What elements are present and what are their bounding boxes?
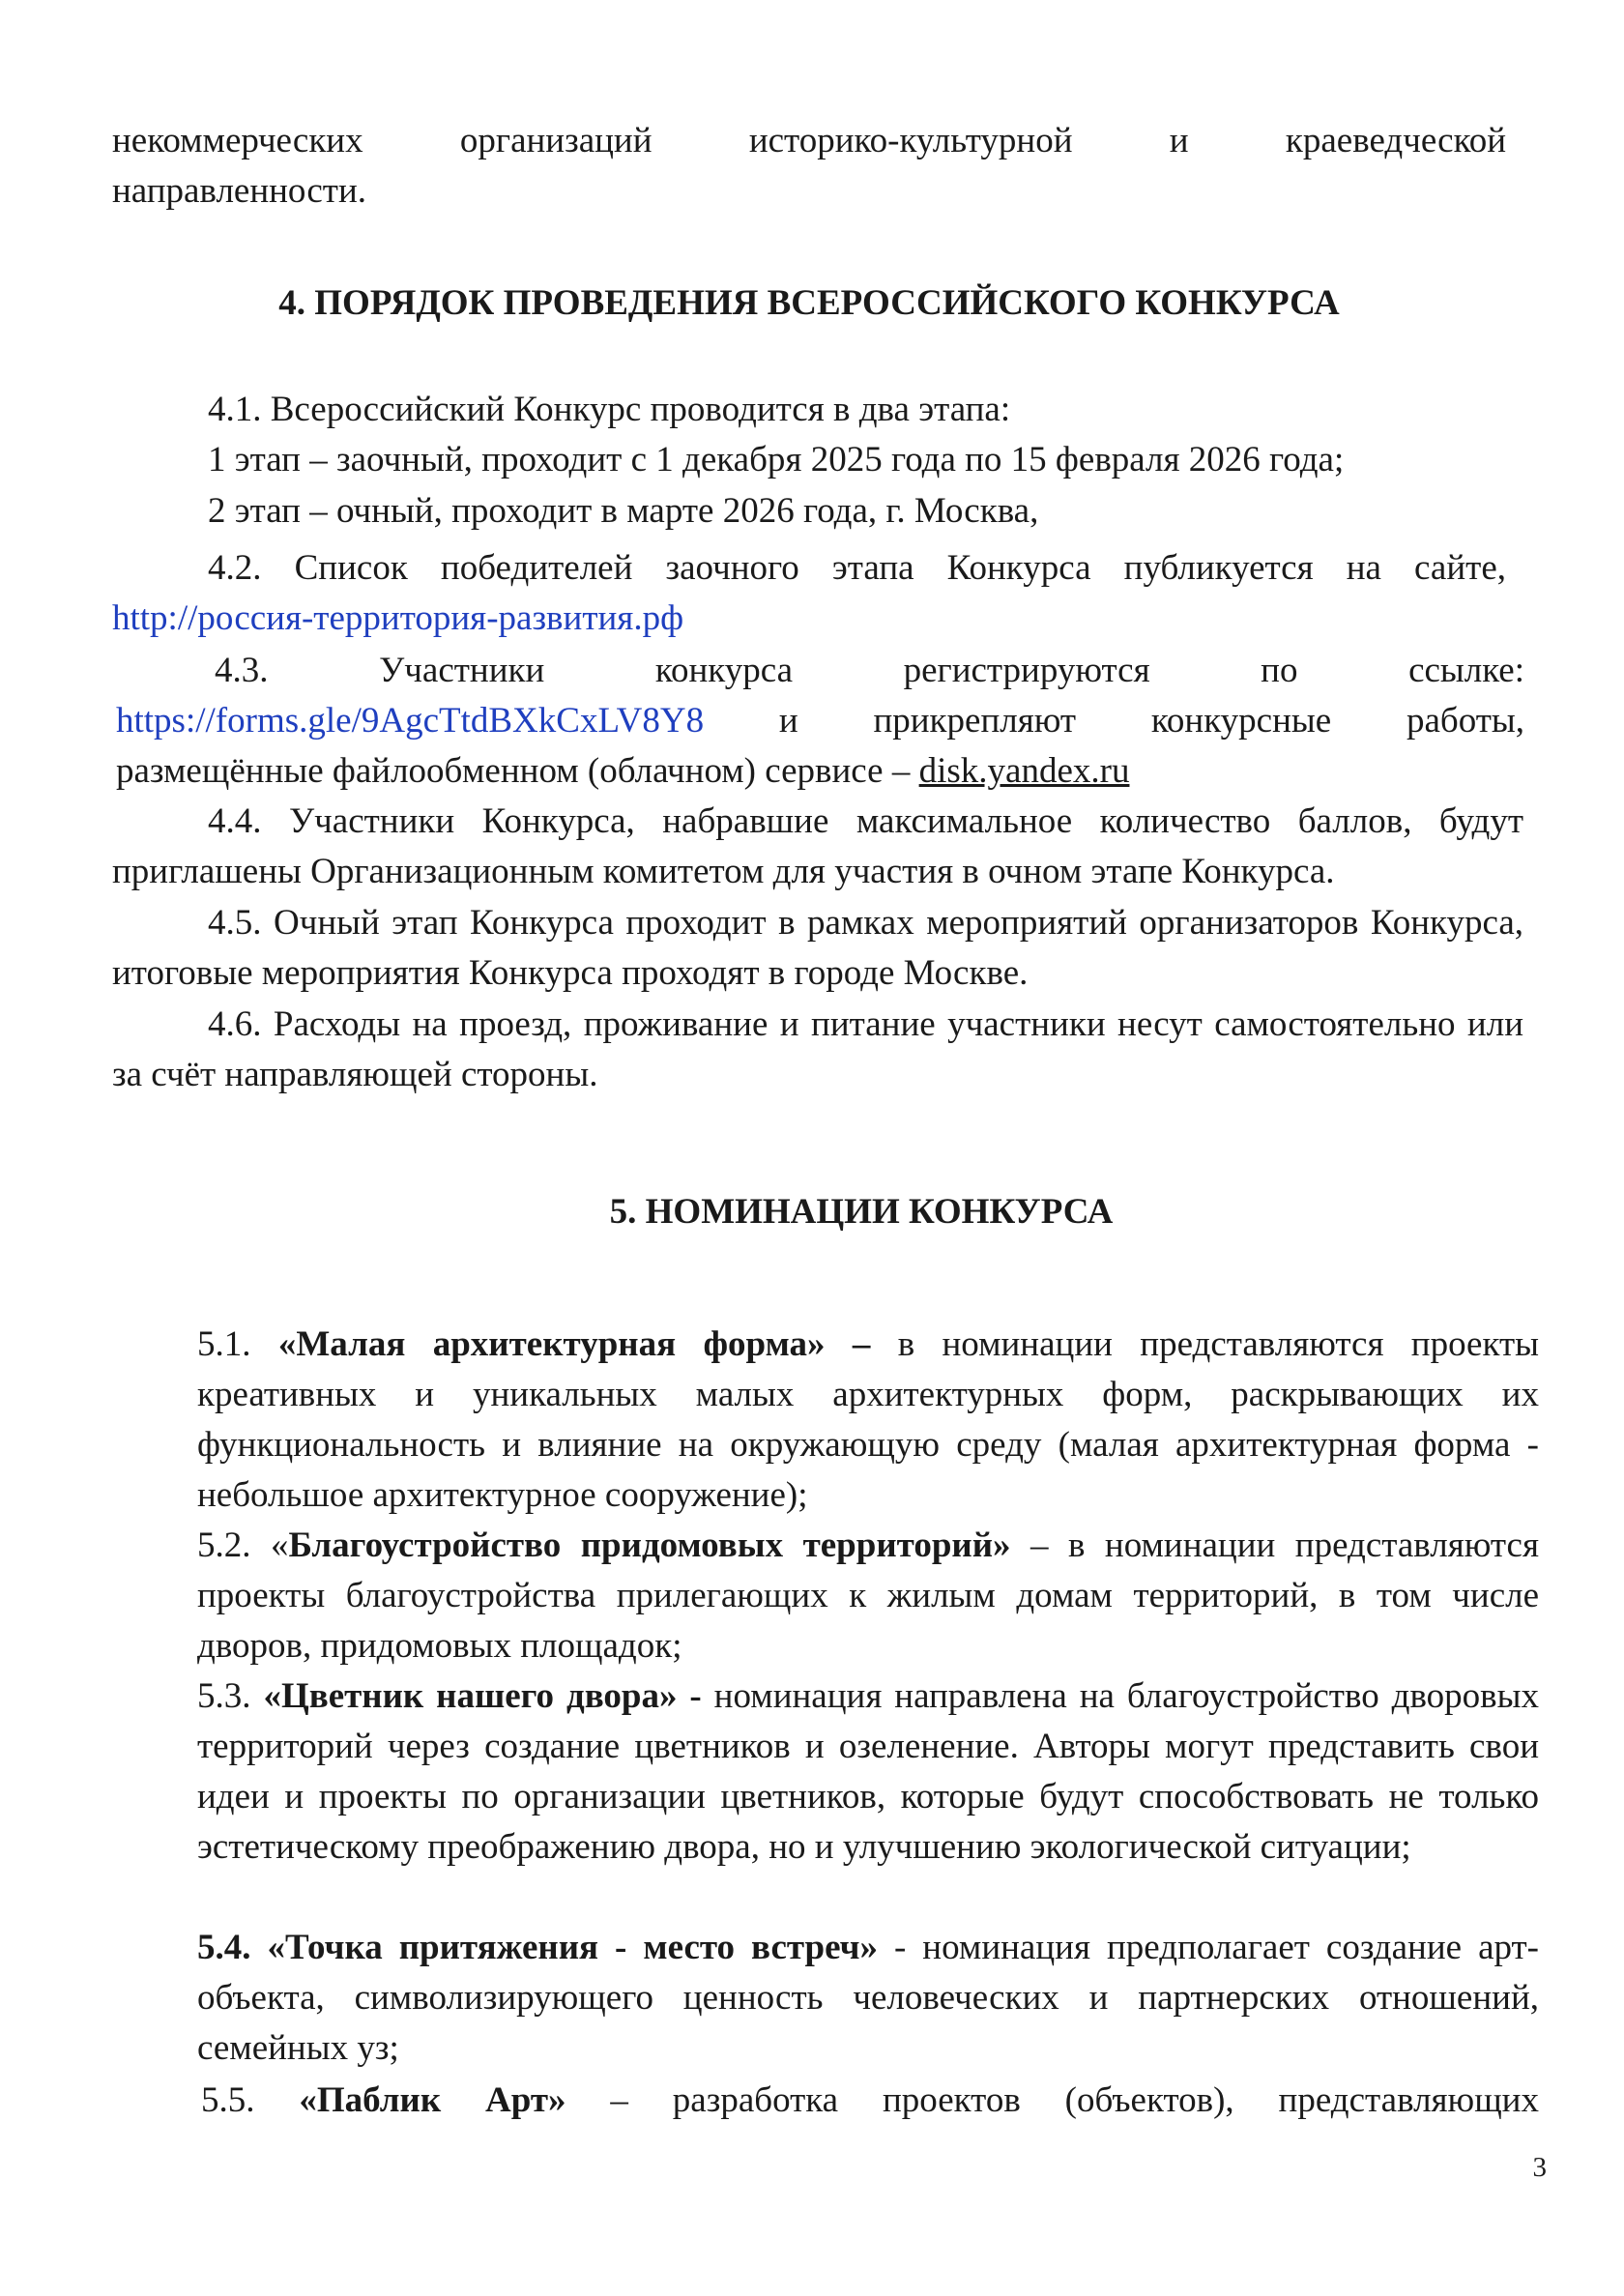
- nomination-5-3-text: номинация направлена на благоустройство дворовых территорий через создание цветников и озеленение. Авторы могут представить свои идеи и проекты по организации цветников, которые будут способствовать не только эстетическому преображению двора, но и улучшению экологической ситуации;: [197, 1676, 1539, 1867]
- paragraph-4-3-line-3: [116, 746, 1524, 797]
- nomination-5-3: [197, 1671, 1539, 1873]
- nomination-5-4-text: - номинация предполагает создание арт-объекта, символизирующего ценность человеческих и партнерских отношений, семейных уз;: [197, 1928, 1539, 2068]
- nomination-5-1-title: «Малая архитектурная форма» –: [277, 1324, 871, 1364]
- paragraph-4-4: 4.4. Участники Конкурса, набравшие максимальное количество баллов, будут приглашены Организационным комитетом для участия в очном этапе Конкурса.: [112, 801, 1523, 891]
- paragraph-4-3: 4.3. Участники конкурса регистрируются по ссылке:: [215, 651, 1524, 690]
- nomination-5-4-title: «Точка притяжения - место встреч»: [267, 1928, 878, 1967]
- yandex-disk-link[interactable]: disk.yandex.ru: [918, 751, 1130, 791]
- paragraph-4-6: 4.6. Расходы на проезд, проживание и питание участники несут самостоятельно или за счёт направляющей стороны.: [112, 1004, 1523, 1094]
- nomination-5-2-title: Благоустройство придомовых территорий»: [288, 1526, 1011, 1565]
- nomination-5-4-number: 5.4.: [197, 1928, 268, 1967]
- registration-form-link[interactable]: https://forms.gle/9AgcTtdBXkCxLV8Y8: [116, 701, 705, 741]
- intro-line-2: направленности.: [112, 171, 366, 211]
- nomination-5-5-text: – разработка проектов (объектов), представляющих: [566, 2080, 1539, 2120]
- paragraph-4-1-stage-1: 1 этап – заочный, проходит с 1 декабря 2025 года по 15 февраля 2026 года;: [208, 440, 1345, 480]
- nomination-5-3-number: 5.3.: [197, 1676, 264, 1716]
- nomination-5-1-number: 5.1.: [197, 1324, 278, 1364]
- section-5-title: 5. НОМИНАЦИИ КОНКУРСА: [609, 1192, 1114, 1232]
- nomination-5-5-title: «Паблик Арт»: [299, 2080, 566, 2120]
- nomination-5-1: [197, 1320, 1539, 1521]
- paragraph-4-1-stage-2: 2 этап – очный, проходит в марте 2026 года, г. Москва,: [208, 491, 1039, 531]
- nomination-5-3-title: «Цветник нашего двора» -: [263, 1676, 702, 1716]
- nomination-5-5: [201, 2076, 1539, 2126]
- nomination-5-2-text: – в номинации представляются проекты благоустройства прилегающих к жилым домам территорий, в том числе дворов, придомовых площадок;: [197, 1526, 1539, 1666]
- intro-line-1: некоммерческих организаций историко-культурной и краеведческой: [112, 121, 1506, 160]
- nomination-5-4: [197, 1923, 1539, 2074]
- paragraph-4-2: 4.2. Список победителей заочного этапа Конкурса публикуется на сайте,: [208, 548, 1506, 588]
- nomination-5-2: [197, 1521, 1539, 1671]
- paragraph-4-3-line-2: [116, 696, 1524, 746]
- paragraph-4-3-after-link: и прикрепляют конкурсные работы,: [704, 701, 1524, 741]
- paragraph-4-1: 4.1. Всероссийский Конкурс проводится в два этапа:: [208, 390, 1011, 429]
- paragraph-4-3-service-text: размещённые файлообменном (облачном) сервисе –: [116, 751, 919, 791]
- page-number: 3: [1532, 2152, 1547, 2183]
- paragraph-4-5: 4.5. Очный этап Конкурса проходит в рамках мероприятий организаторов Конкурса, итоговые мероприятия Конкурса проходят в городе Москве.: [112, 903, 1523, 993]
- nomination-5-1-text: в номинации представляются проекты креативных и уникальных малых архитектурных форм, раскрывающих их функциональность и влияние на окружающую среду (малая архитектурная форма - небольшое архитектурное сооружение);: [197, 1324, 1540, 1515]
- section-4-title: 4. ПОРЯДОК ПРОВЕДЕНИЯ ВСЕРОССИЙСКОГО КОНКУРСА: [278, 283, 1340, 323]
- nomination-5-2-number: 5.2. «: [197, 1526, 289, 1565]
- nomination-5-5-number: 5.5.: [201, 2080, 300, 2120]
- contest-website-link[interactable]: http://россия-территория-развития.рф: [112, 598, 684, 638]
